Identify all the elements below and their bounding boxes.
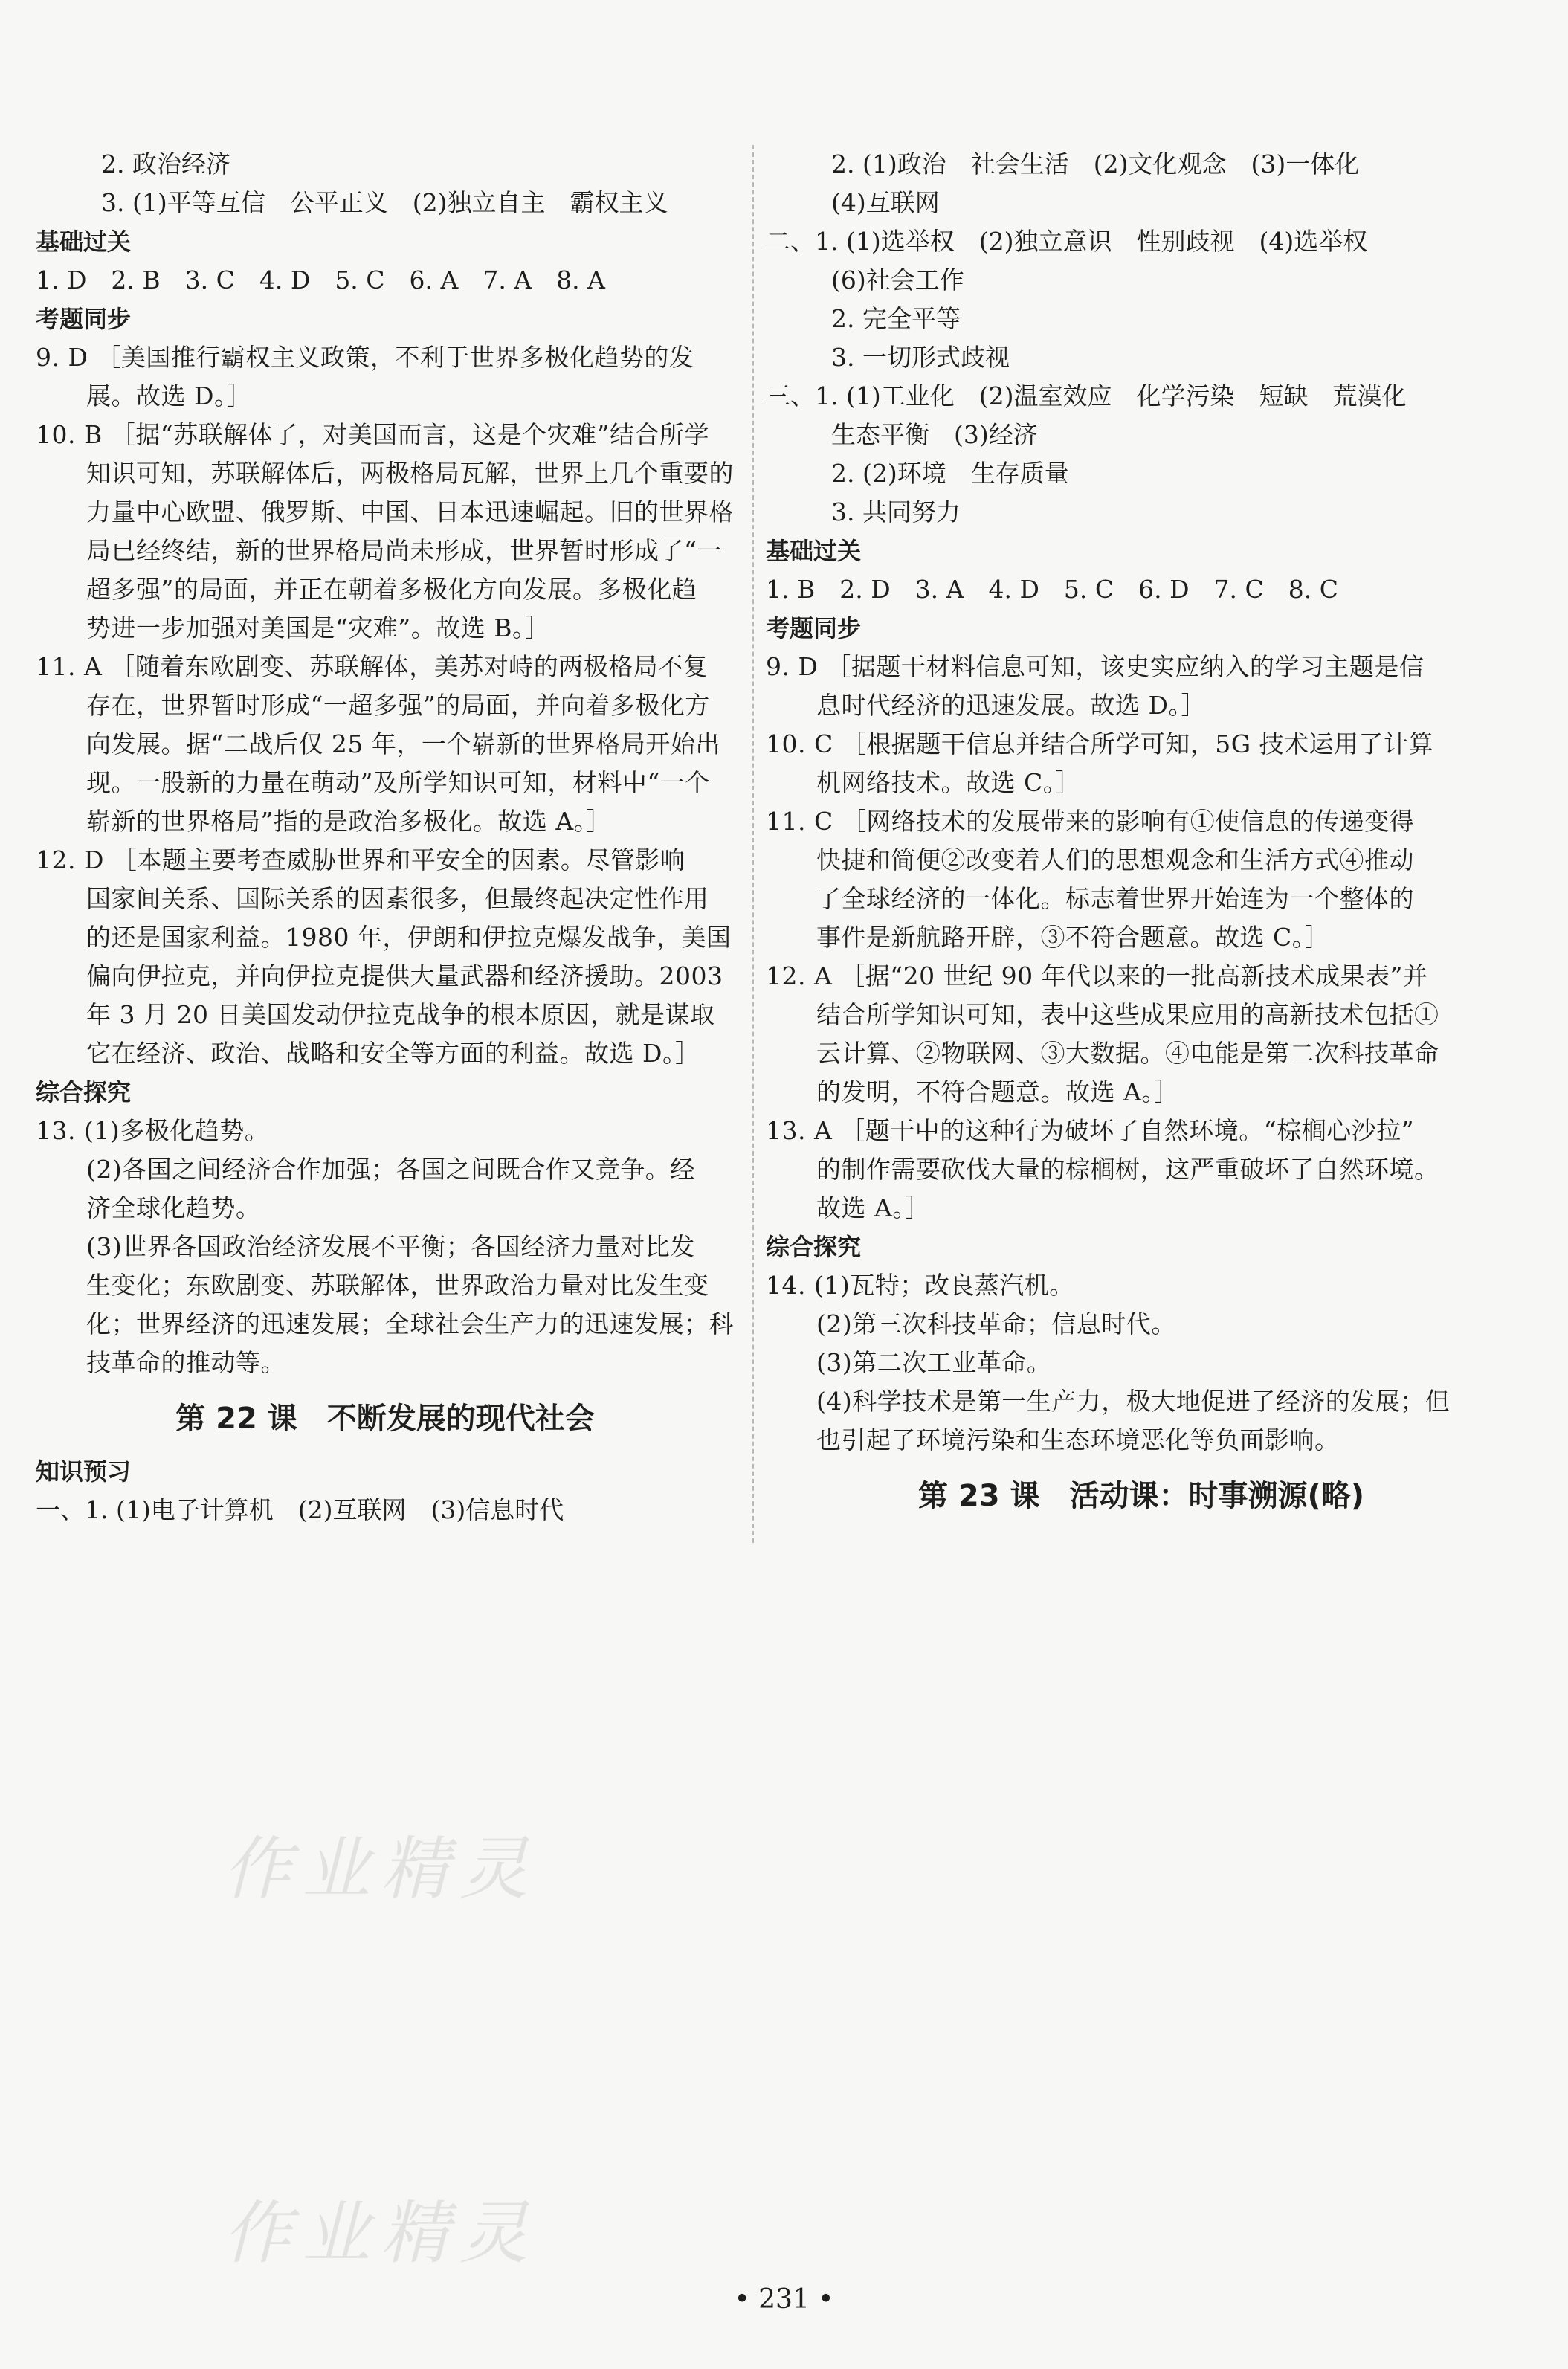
answer-line: 13. (1)多极化趋势。 [36,1116,270,1145]
answer-line: 势进一步加强对美国是“灾难”。故选 B。］ [86,613,550,642]
lesson-title: 第 22 课 不断发展的现代社会 [175,1402,595,1436]
column-divider [752,145,754,1543]
answer-line: 存在，世界暂时形成“一超多强”的局面，并向着多极化方 [86,691,710,720]
section-heading: 综合探究 [36,1078,132,1106]
answer-line: 生变化；东欧剧变、苏联解体，世界政治力量对比发生变 [86,1271,709,1300]
answer-line: 向发展。据“二战后仅 25 年，一个崭新的世界格局开始出 [86,729,720,758]
answer-line: (3)世界各国政治经济发展不平衡；各国经济力量对比发 [86,1232,695,1261]
answer-line: 2. (2)环境 生存质量 [831,459,1069,488]
answer-line: (4)互联网 [831,188,940,217]
answer-line: 快捷和简便②改变着人们的思想观念和生活方式④推动 [816,845,1414,874]
answer-line: 济全球化趋势。 [86,1193,261,1222]
answer-line: 的还是国家利益。1980 年，伊朗和伊拉克爆发战争，美国 [86,923,732,952]
answer-line: 现。一股新的力量在萌动”及所学知识可知，材料中“一个 [86,768,710,797]
answer-line: (4)科学技术是第一生产力，极大地促进了经济的发展；但 [816,1387,1451,1416]
lesson-title: 第 23 课 活动课：时事溯源(略) [917,1479,1365,1513]
answer-line: 3. 一切形式歧视 [831,343,1010,372]
answer-line: 它在经济、政治、战略和安全等方面的利益。故选 D。］ [86,1039,700,1068]
answer-line: 局已经终结，新的世界格局尚未形成，世界暂时形成了“一 [86,536,722,565]
answer-line: 了全球经济的一体化。标志着世界开始连为一个整体的 [816,884,1414,913]
answer-line: 9. D ［美国推行霸权主义政策，不利于世界多极化趋势的发 [36,343,694,372]
answer-line: 结合所学知识可知，表中这些成果应用的高新技术包括① [816,1000,1439,1029]
answer-line: (2)第三次科技革命；信息时代。 [816,1309,1176,1338]
answer-line: 10. C ［根据题干信息并结合所学可知，5G 技术运用了计算 [766,729,1434,758]
section-heading: 考题同步 [766,614,862,642]
answer-line: 9. D ［据题干材料信息可知，该史实应纳入的学习主题是信 [766,652,1425,681]
answer-line: 二、1. (1)选举权 (2)独立意识 性别歧视 (4)选举权 [766,227,1368,256]
section-heading: 综合探究 [766,1233,862,1261]
answer-line: 2. 政治经济 [101,149,230,178]
watermark: 作业精灵 [223,1829,539,1909]
answer-line: (3)第二次工业革命。 [816,1348,1052,1377]
answer-line: 2. (1)政治 社会生活 (2)文化观念 (3)一体化 [831,149,1360,178]
answer-line: 偏向伊拉克，并向伊拉克提供大量武器和经济援助。2003 [86,961,723,990]
watermark: 作业精灵 [223,2194,539,2273]
answer-line: 14. (1)瓦特；改良蒸汽机。 [766,1271,1074,1300]
answer-line: 息时代经济的迅速发展。故选 D。］ [816,691,1206,720]
answer-line: 的制作需要砍伐大量的棕榈树，这严重破坏了自然环境。 [816,1155,1439,1184]
answer-line: 事件是新航路开辟，③不符合题意。故选 C。］ [816,923,1330,952]
answer-line: 崭新的世界格局”指的是政治多极化。故选 A。］ [86,807,612,836]
answer-line: 12. A ［据“20 世纪 90 年代以来的一批高新技术成果表”并 [766,961,1428,990]
answer-line: 11. C ［网络技术的发展带来的影响有①使信息的传递变得 [766,807,1415,836]
answer-line: 1. B 2. D 3. A 4. D 5. C 6. D 7. C 8. C [766,575,1339,604]
answer-line: 故选 A。］ [816,1193,930,1222]
answer-line: 化；世界经济的迅速发展；全球社会生产力的迅速发展；科 [86,1309,734,1338]
answer-line: 2. 完全平等 [831,304,961,333]
answer-line: 一、1. (1)电子计算机 (2)互联网 (3)信息时代 [36,1495,564,1524]
section-heading: 知识预习 [36,1457,132,1486]
answer-line: 超多强”的局面，并正在朝着多极化方向发展。多极化趋 [86,575,697,604]
answer-line: 三、1. (1)工业化 (2)温室效应 化学污染 短缺 荒漠化 [766,381,1407,410]
answer-line: 展。故选 D。］ [86,381,252,410]
answer-line: 云计算、②物联网、③大数据。④电能是第二次科技革命 [816,1039,1439,1068]
answer-line: 3. 共同努力 [831,497,961,526]
answer-line: 也引起了环境污染和生态环境恶化等负面影响。 [816,1425,1340,1454]
left-column [36,145,735,1530]
answer-line: 10. B ［据“苏联解体了，对美国而言，这是个灾难”结合所学 [36,420,709,449]
answer-line: 技革命的推动等。 [86,1348,285,1377]
answer-line: 年 3 月 20 日美国发动伊拉克战争的根本原因，就是谋取 [86,1000,715,1029]
answer-line: 生态平衡 (3)经济 [831,420,1038,449]
section-heading: 基础过关 [766,537,862,565]
answer-line: 13. A ［题干中的这种行为破坏了自然环境。“棕榈心沙拉” [766,1116,1415,1145]
answer-line: 机网络技术。故选 C。］ [816,768,1081,797]
answer-line: 12. D ［本题主要考查威胁世界和平安全的因素。尽管影响 [36,845,685,874]
page-number: • 231 • [734,2284,834,2315]
answer-line: (2)各国之间经济合作加强；各国之间既合作又竞争。经 [86,1155,695,1184]
answer-line: 11. A ［随着东欧剧变、苏联解体，美苏对峙的两极格局不复 [36,652,709,681]
answer-line: 知识可知，苏联解体后，两极格局瓦解，世界上几个重要的 [86,459,734,488]
answer-line: (6)社会工作 [831,265,964,294]
answer-line: 国家间关系、国际关系的因素很多，但最终起决定性作用 [86,884,709,913]
answer-line: 力量中心欧盟、俄罗斯、中国、日本迅速崛起。旧的世界格 [86,497,734,526]
right-column [766,145,1517,1530]
answer-line: 的发明，不符合题意。故选 A。］ [816,1077,1179,1106]
answer-line: 1. D 2. B 3. C 4. D 5. C 6. A 7. A 8. A [36,265,605,294]
section-heading: 基础过关 [36,228,132,256]
answer-line: 3. (1)平等互信 公平正义 (2)独立自主 霸权主义 [101,188,668,217]
section-heading: 考题同步 [36,305,132,333]
